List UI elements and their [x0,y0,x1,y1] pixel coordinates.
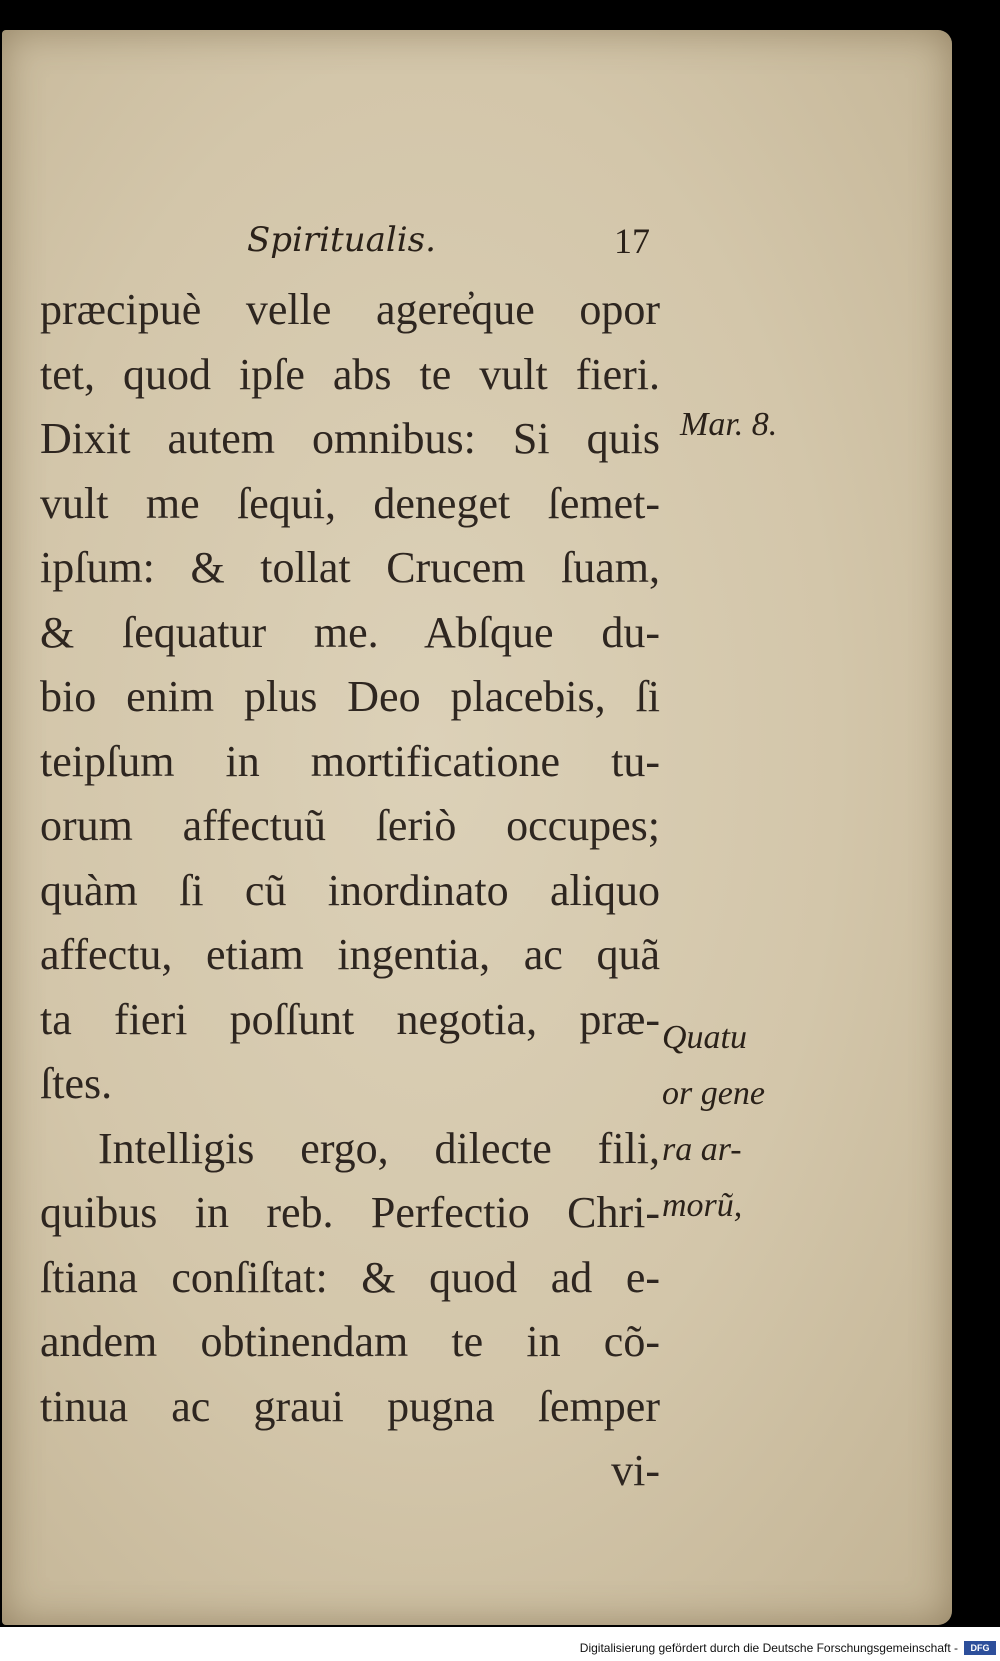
margin-note-line: morũ, [662,1187,743,1224]
book-page [2,30,952,1625]
text-line: ta fieri poſſunt negotia, præ- [40,994,660,1044]
text-line: Dixit autem omnibus: Si quis [40,414,660,463]
footer-strip [0,1627,1000,1661]
text-line: Intelligis ergo, dilecte fili, [98,1123,660,1173]
text-line: bio enim plus Deo placebis, ſi [40,672,660,721]
text-line: & ſequatur me. Abſque du- [40,607,660,657]
text-line: quibus in reb. Perfectio Chri- [40,1188,660,1237]
text-line: tet, quod ipſe abs te vult fieri. [40,349,660,399]
text-line: ipſum: & tollat Crucem ſuam, [40,543,660,592]
text-line: andem obtinendam te in cõ- [40,1317,660,1366]
margin-note-line: or gene [662,1075,765,1112]
text-line: præcipuè velle agere̓que opor [40,285,660,334]
text-line: teipſum in mortificatione tu- [40,736,660,786]
footer-credit: Digitalisierung gefördert durch die Deutsche Forschungsgemeinschaft - [579,1641,958,1655]
body-text [40,278,660,1504]
margin-note-line: ra ar- [662,1131,742,1168]
dfg-logo-icon: DFG [964,1641,996,1655]
text-line: tinua ac graui pugna ſemper [40,1381,660,1431]
page-header [2,220,682,270]
margin-note-line: Quatu [662,1019,747,1056]
text-line: ſtiana conſiſtat: & quod ad e- [40,1252,660,1302]
running-head: Spiritualis. [247,220,436,260]
text-line: orum affectuũ ſeriò occupes; [40,801,660,850]
text-line: ſtes. [40,1059,113,1108]
margin-note-reference: Mar. 8. [680,406,778,443]
text-line: affectu, etiam ingentia, ac quã [40,930,660,979]
text-line: vult me ſequi, deneget ſemet- [40,478,660,528]
catchword: vi- [611,1446,660,1495]
page-number: 17 [614,221,650,261]
text-line: quàm ſi cũ inordinato aliquo [40,865,660,915]
